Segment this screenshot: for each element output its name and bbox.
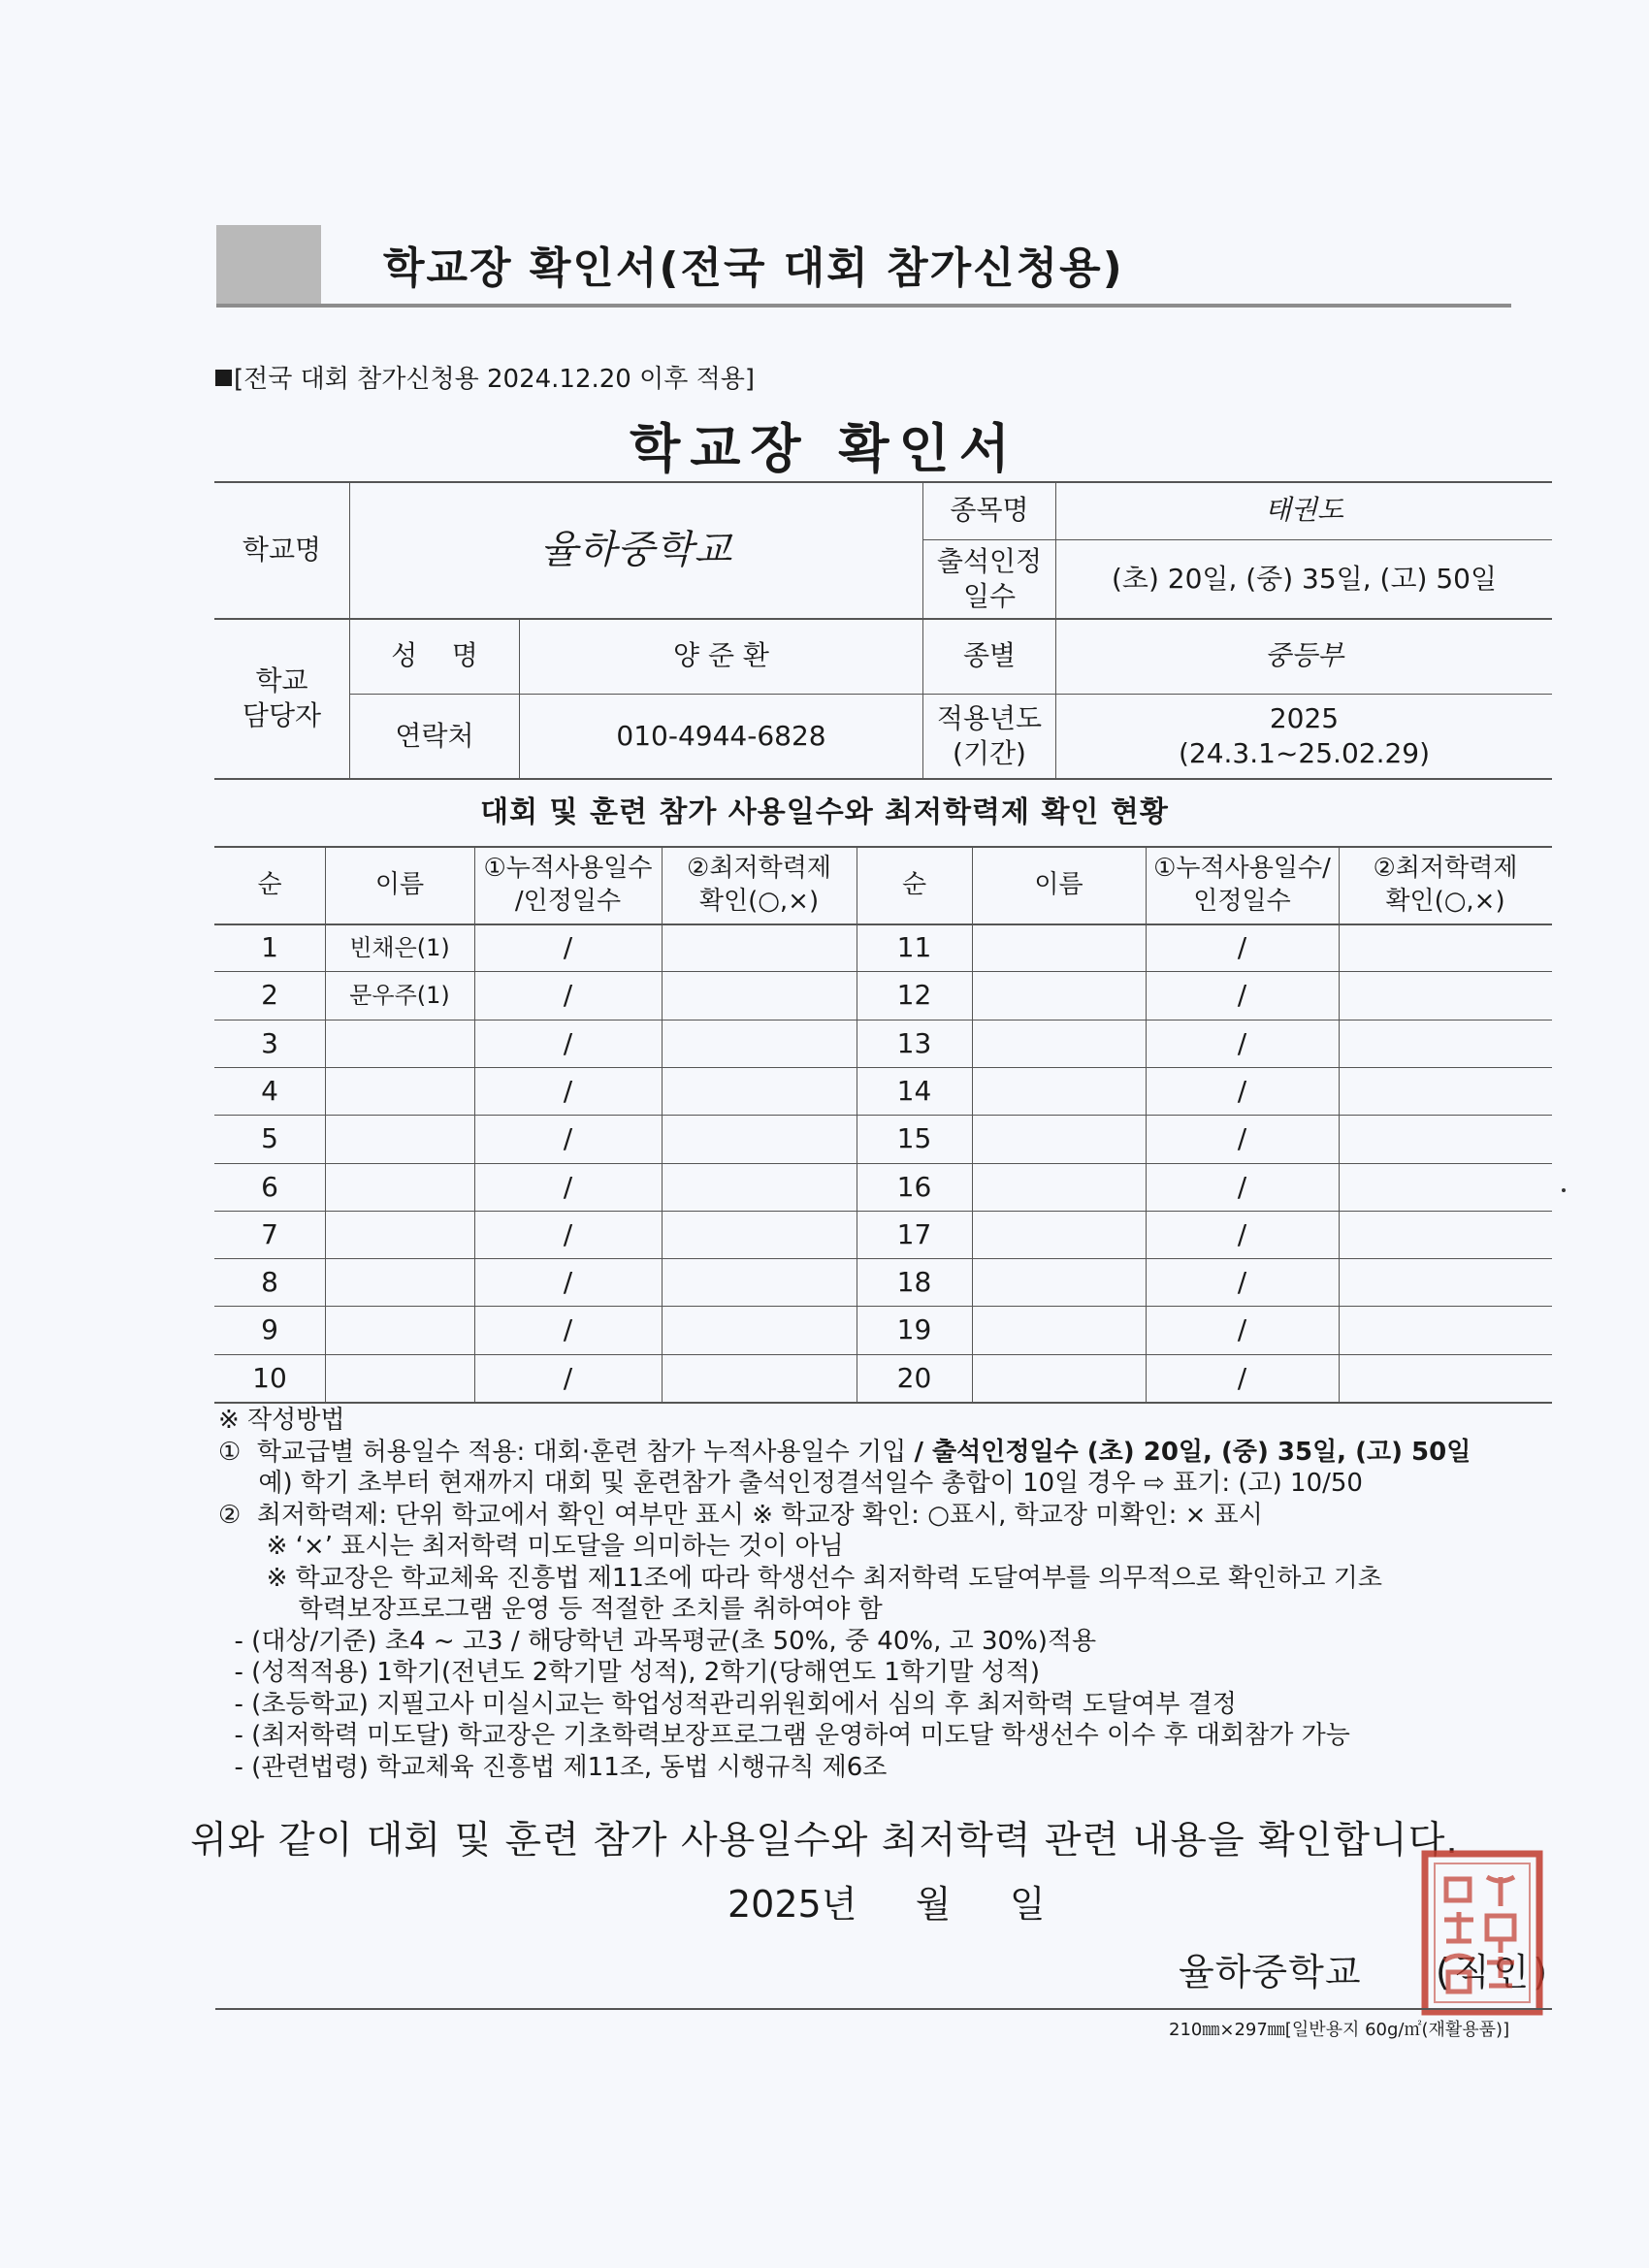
table-cell: / (1237, 1027, 1247, 1060)
note-2-a: ※ ‘×’ 표시는 최저학력 미도달을 의미하는 것이 아님 (218, 1532, 844, 1561)
header-grey-block (216, 225, 321, 308)
name-value: 양 준 환 (673, 639, 769, 672)
table-cell (662, 1308, 857, 1353)
note-1 (218, 1437, 1471, 1469)
name-label: 성 명 (391, 639, 478, 672)
table-cell: / (1237, 1075, 1247, 1108)
table-cell: 15 (896, 1122, 932, 1155)
table-cell (1339, 1117, 1552, 1162)
sport-value: 태권도 (1264, 494, 1344, 527)
table-cell: / (563, 1171, 573, 1204)
contact-value: 010-4944-6828 (616, 719, 826, 752)
table-cell: 10 (252, 1362, 287, 1395)
table-header-cell: ②최저학력제 확인(○,×) (687, 854, 831, 916)
table-cell: 2 (261, 979, 278, 1012)
table-cell (1339, 1069, 1552, 1115)
table-cell: / (1237, 1266, 1247, 1299)
table-cell (972, 1260, 1146, 1306)
table-rule (214, 1354, 1552, 1355)
table-cell: 16 (896, 1171, 932, 1204)
table-cell (662, 1213, 857, 1258)
table-cell: 12 (896, 979, 932, 1012)
table-cell (325, 1308, 474, 1353)
footer-rule (215, 2008, 1552, 2010)
table-cell (662, 1069, 857, 1115)
table-cell (1339, 973, 1552, 1019)
table-cell (662, 1117, 857, 1162)
table-cell: / (1237, 1122, 1247, 1155)
table-cell: 3 (261, 1027, 278, 1060)
table-cell: 문우주(1) (349, 982, 450, 1010)
note-2: ② 최저학력제: 단위 학교에서 확인 여부만 표시 ※ 학교장 확인: ○표시, 학교장 미확인: × 표시 (218, 1500, 1263, 1530)
document-title: 학교장 확인서(전국 대회 참가신청용) (383, 243, 1124, 293)
category-value: 중등부 (1264, 639, 1344, 672)
sport-label: 종목명 (950, 494, 1029, 527)
staff-label: 학교 담당자 (242, 664, 322, 731)
table-cell: / (1237, 979, 1247, 1012)
detail-1: - (대상/기준) 초4 ~ 고3 / 해당학년 과목평균(초 50%, 중 40%, 고 30%)적용 (218, 1626, 1097, 1656)
table-cell (1339, 1213, 1552, 1258)
note-1-bold: / 출석인정일수 (초) 20일, (중) 35일, (고) 50일 (914, 1437, 1471, 1467)
table-cell (325, 1213, 474, 1258)
table-cell: 1 (261, 931, 278, 964)
table-cell (325, 1021, 474, 1067)
table-cell: / (563, 1122, 573, 1155)
table-cell (1339, 1308, 1552, 1353)
table-cell: 11 (896, 931, 932, 964)
table-cell (972, 1165, 1146, 1211)
table-cell: 9 (261, 1313, 278, 1346)
table-cell: 빈채은(1) (349, 934, 450, 962)
table-cell: / (1237, 1362, 1247, 1395)
table-cell (972, 925, 1146, 971)
table-cell (325, 1117, 474, 1162)
detail-5: - (관련법령) 학교체육 진흥법 제11조, 동법 시행규칙 제6조 (218, 1752, 888, 1782)
school-name-label: 학교명 (242, 533, 322, 566)
table-cell (972, 1308, 1146, 1353)
table-rule (214, 1020, 1552, 1021)
instructions-heading: ※ 작성방법 (218, 1406, 345, 1435)
category-label: 종별 (962, 639, 1017, 672)
table-cell (972, 973, 1146, 1019)
table-header-cell: ①누적사용일수/ 인정일수 (1153, 854, 1331, 916)
table-cell: 6 (261, 1171, 278, 1204)
table-rule (214, 1402, 1552, 1404)
note-2-b: ※ 학교장은 학교체육 진흥법 제11조에 따라 학생선수 최저학력 도달여부를 의무적으로 확인하고 기초 (218, 1563, 1383, 1593)
table-cell: 8 (261, 1266, 278, 1299)
table-cell (662, 1260, 857, 1306)
table-cell: / (563, 1362, 573, 1395)
table-cell: 7 (261, 1218, 278, 1251)
attendance-label: 출석인정 일수 (936, 544, 1043, 612)
table-header-cell: ①누적사용일수 /인정일수 (483, 854, 653, 916)
table-cell (662, 1021, 857, 1067)
note-2-c: 학력보장프로그램 운영 등 적절한 조치를 취하여야 함 (218, 1595, 883, 1624)
attendance-value: (초) 20일, (중) 35일, (고) 50일 (1111, 562, 1498, 595)
table-cell: / (563, 1027, 573, 1060)
year-label: 적용년도 (기간) (936, 701, 1043, 769)
table-cell (972, 1117, 1146, 1162)
table-cell (325, 1069, 474, 1115)
table-cell: / (563, 979, 573, 1012)
table-cell: / (563, 1218, 573, 1251)
table-header-cell: 순 (901, 870, 927, 900)
table-cell (325, 1165, 474, 1211)
header-rule (216, 304, 1511, 308)
table-cell: 14 (896, 1075, 932, 1108)
table-cell (662, 1356, 857, 1402)
signature-school: 율하중학교 (1179, 1951, 1362, 1993)
table-cell (1339, 1165, 1552, 1211)
detail-2: - (성적적용) 1학기(전년도 2학기말 성적), 2학기(당해연도 1학기말 성적) (218, 1658, 1040, 1687)
table-cell (1339, 1356, 1552, 1402)
table-cell: / (1237, 1218, 1247, 1251)
table-cell (1339, 1260, 1552, 1306)
table-cell: / (563, 1266, 573, 1299)
apply-note-text: [전국 대회 참가신청용 2024.12.20 이후 적용] (234, 365, 755, 394)
detail-4: - (최저학력 미도달) 학교장은 기초학력보장프로그램 운영하여 미도달 학생선수 이수 후 대회참가 가능 (218, 1721, 1350, 1750)
contact-label: 연락처 (395, 719, 474, 752)
table-cell: 4 (261, 1075, 278, 1108)
table-cell (1339, 925, 1552, 971)
official-seal-stamp (1419, 1848, 1545, 2018)
table-cell: 5 (261, 1122, 278, 1155)
table-cell (662, 973, 857, 1019)
table-cell: / (563, 1075, 573, 1108)
school-name-value: 율하중학교 (539, 528, 733, 572)
apply-note (215, 359, 755, 395)
table-cell (325, 1260, 474, 1306)
table-cell: 18 (896, 1266, 932, 1299)
table-cell (1339, 1021, 1552, 1067)
instructions (218, 1405, 1471, 1783)
table-cell: 20 (896, 1362, 932, 1395)
table-cell: / (1237, 1313, 1247, 1346)
table-cell (325, 1356, 474, 1402)
table-cell: / (563, 1313, 573, 1346)
confirmation-statement: 위와 같이 대회 및 훈련 참가 사용일수와 최저학력 관련 내용을 확인합니다. (190, 1819, 1459, 1863)
table-header-cell: 순 (257, 870, 282, 900)
table-cell (662, 1165, 857, 1211)
table-cell: / (1237, 1171, 1247, 1204)
table-rule (214, 1163, 1552, 1164)
table-cell: / (563, 931, 573, 964)
paper-spec: 210㎜×297㎜[일반용지 60g/㎡(재활용품)] (1169, 2020, 1510, 2040)
table-cell: 17 (896, 1218, 932, 1251)
table-cell: 13 (896, 1027, 932, 1060)
table-header-cell: ②최저학력제 확인(○,×) (1373, 854, 1518, 916)
date-line: 2025년 월 일 (728, 1883, 1046, 1926)
usage-section-title: 대회 및 훈련 참가 사용일수와 최저학력제 확인 현황 (480, 795, 1169, 829)
table-cell (972, 1213, 1146, 1258)
table-header-cell: 이름 (1034, 870, 1083, 900)
certificate-title: 학교장 확인서 (630, 418, 1019, 479)
table-header-cell: 이름 (374, 870, 425, 900)
detail-3: - (초등학교) 지필고사 미실시교는 학업성적관리위원회에서 심의 후 최저학력 도달여부 결정 (218, 1689, 1237, 1719)
square-bullet-icon (215, 370, 232, 386)
note-1-example: 예) 학기 초부터 현재까지 대회 및 훈련참가 출석인정결석일수 총합이 10일 경우 ⇨ 표기: (고) 10/50 (218, 1469, 1363, 1498)
seal-label: (직인) (1436, 1951, 1552, 1993)
table-cell (972, 1021, 1146, 1067)
table-cell (662, 925, 857, 971)
year-value: 2025 (24.3.1~25.02.29) (1178, 701, 1431, 769)
note-1-text: ① 학교급별 허용일수 적용: 대회·훈련 참가 누적사용일수 기입 (218, 1437, 915, 1467)
table-cell: 19 (896, 1313, 932, 1346)
table-cell (972, 1356, 1146, 1402)
scan-speck (1562, 1188, 1566, 1192)
table-cell: / (1237, 931, 1247, 964)
table-cell (972, 1069, 1146, 1115)
